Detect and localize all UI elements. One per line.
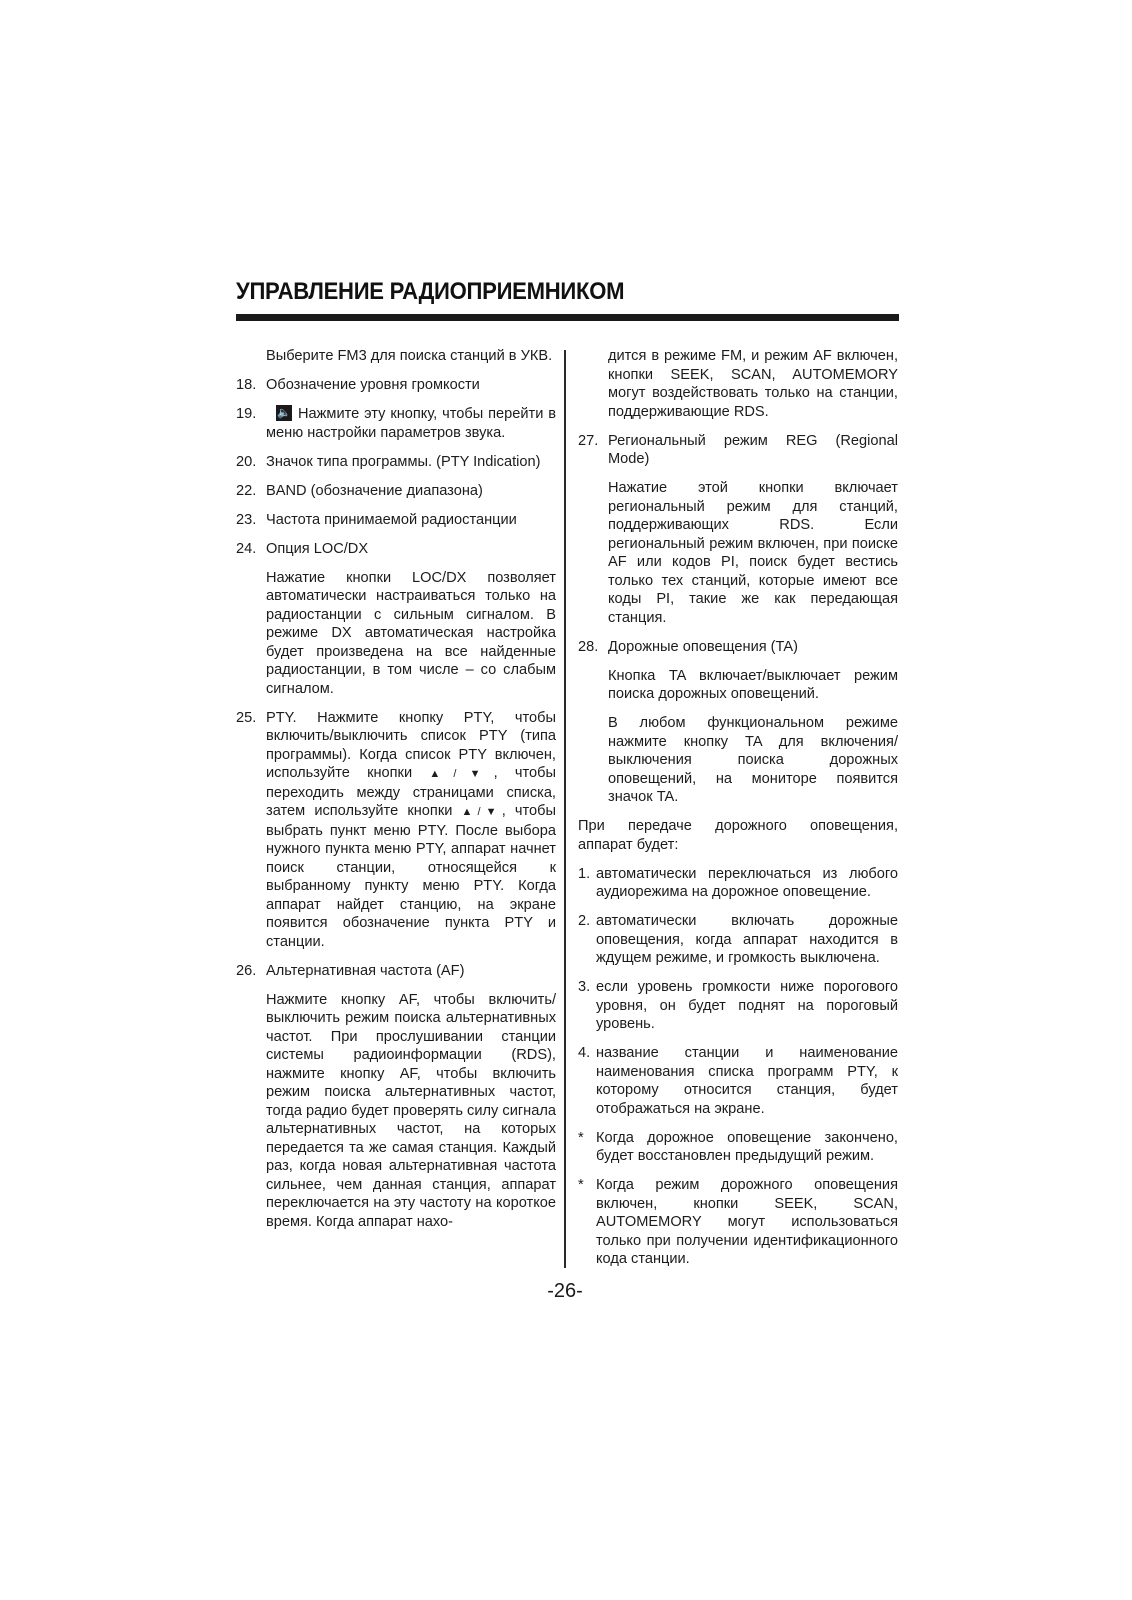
item-number: 25. (236, 709, 257, 726)
list-item-26 (236, 962, 556, 981)
item-text: Дорожные оповещения (TA) (608, 638, 798, 655)
item-text: BAND (обозначение диапазона) (266, 482, 483, 499)
item-text: название станции и наименование наименования списка программ PTY, к которому относится станция, будет отображаться на экране. (596, 1045, 898, 1117)
list-item-18 (236, 376, 556, 395)
list-item-22 (236, 482, 556, 501)
pty-text-part-2: , чтобы переходить между страницами списка, затем используйте кнопки (266, 765, 556, 819)
item-text-wrapper (266, 405, 556, 442)
list-item-20 (236, 453, 556, 472)
ta-description-1: Кнопка TA включает/выключает режим поиска дорожных оповещений. (608, 667, 898, 702)
note-item (578, 1176, 898, 1269)
item-number: 28. (578, 638, 599, 655)
item-number: 1. (578, 865, 591, 882)
list-item-27 (578, 432, 898, 469)
af-continuation: дится в режиме FM, и режим AF включен, кнопки SEEK, SCAN, AUTOMEMORY могут воздействовать только на станции, поддерживающие RDS. (608, 348, 898, 420)
list-item-28 (578, 638, 898, 657)
ta-list-item (578, 978, 898, 1034)
item-text: автоматически включать дорожные оповещения, когда аппарат находится в ждущем режиме, и громкость выключена. (596, 913, 898, 966)
title-underline-rule (236, 314, 899, 321)
item-number: 19. (236, 406, 257, 422)
list-item-25 (236, 709, 556, 952)
loc-dx-description: Нажатие кнопки LOC/DX позволяет автоматически настраиваться только на радиостанции с сильным сигналом. В режиме DX автоматическая настройка будет произведена на все найденные радиостанции, в том числе – со слабым сигналом. (266, 569, 556, 697)
pty-text-part-1: PTY. Нажмите кнопку PTY, чтобы включить/выключить список PTY (типа программы). Когда список PTY включен, используйте кнопки (266, 709, 556, 781)
pty-description (266, 709, 556, 952)
reg-description: Нажатие этой кнопки включает региональный режим для станций, поддерживающих RDS. Если региональный режим включен, при поиске AF или кодов PI, поиск будет вестись только тех станций, которые имеют все коды PI, такие же как передающая станция. (608, 480, 898, 626)
page-title: УПРАВЛЕНИЕ РАДИОПРИЕМНИКОМ (236, 278, 625, 305)
fm3-intro-paragraph: Выберите FM3 для поиска станций в УКВ. (266, 348, 553, 364)
pty-text-part-3: , чтобы выбрать пункт меню PTY. После выбора нужного пункта меню PTY, аппарат начнет поиск станции, относящейся к выбранному пункту меню PTY. Когда аппарат найдет станцию, на экране появится обозначение пункта PTY и станции. (266, 803, 556, 950)
column-divider (564, 350, 566, 1268)
ta-intro: При передаче дорожного оповещения, аппарат будет: (578, 818, 898, 853)
item-number: 18. (236, 377, 257, 393)
item-number: 4. (578, 1045, 591, 1061)
item-number: 20. (236, 453, 257, 470)
item-text: Опция LOC/DX (266, 540, 369, 557)
item-text: если уровень громкости ниже порогового уровня, он будет поднят на пороговый уровень. (596, 979, 898, 1032)
item-text: Обозначение уровня громкости (266, 377, 480, 393)
item-number: 24. (236, 540, 257, 557)
page-number: -26- (547, 1280, 583, 1302)
item-text: автоматически переключаться из любого аудиорежима на дорожное оповещение. (596, 865, 898, 900)
item-number: 2. (578, 913, 591, 929)
item-text: Значок типа программы. (PTY Indication) (266, 453, 541, 470)
note-asterisk: * (578, 1177, 584, 1193)
item-text: Частота принимаемой радиостанции (266, 511, 517, 528)
af-description: Нажмите кнопку AF, чтобы включить/выключить режим поиска альтернативных частот. При прослушивании станции системы радиоинформации (RDS), нажмите кнопку AF, чтобы включить режим поиска альтернативных частот, тогда радио будет проверять силу сигнала альтернативных частот, на которых передается та же самая станция. Каждый раз, когда новая альтернативная частота сильнее, чем данная станция, аппарат переключается на эту частоту на короткое время. Когда аппарат нахо- (266, 991, 556, 1230)
ta-list-item (578, 1044, 898, 1118)
up-down-arrows-icon: ▲/▼ (461, 806, 502, 818)
list-item-23 (236, 511, 556, 530)
speaker-icon: 🔈 (277, 407, 291, 419)
note-item (578, 1129, 898, 1166)
item-number: 22. (236, 482, 257, 499)
note-text: Когда режим дорожного оповещения включен, кнопки SEEK, SCAN, AUTOMEMORY могут использоваться только при получении идентификационного кода станции. (596, 1177, 898, 1267)
list-item-19 (236, 405, 556, 442)
item-number: 26. (236, 962, 257, 979)
up-down-arrows-icon: ▲/▼ (429, 768, 494, 780)
ta-list-item (578, 912, 898, 968)
item-text: Нажмите эту кнопку, чтобы перейти в меню настройки параметров звука. (266, 406, 556, 441)
item-number: 27. (578, 432, 599, 449)
right-column (578, 347, 898, 1279)
ta-list-item (578, 865, 898, 902)
item-text: Альтернативная частота (AF) (266, 962, 465, 979)
list-item-24 (236, 540, 556, 559)
ta-description-2: В любом функциональном режиме нажмите кнопку TA для включения/ выключения поиска дорожных оповещений, на мониторе появится значок TA. (608, 715, 898, 805)
item-text: Региональный режим REG (Regional Mode) (608, 432, 898, 467)
item-number: 3. (578, 979, 591, 995)
item-number: 23. (236, 511, 257, 528)
note-text: Когда дорожное оповещение закончено, будет восстановлен предыдущий режим. (596, 1129, 898, 1164)
left-column (236, 347, 556, 1242)
note-asterisk: * (578, 1129, 584, 1146)
